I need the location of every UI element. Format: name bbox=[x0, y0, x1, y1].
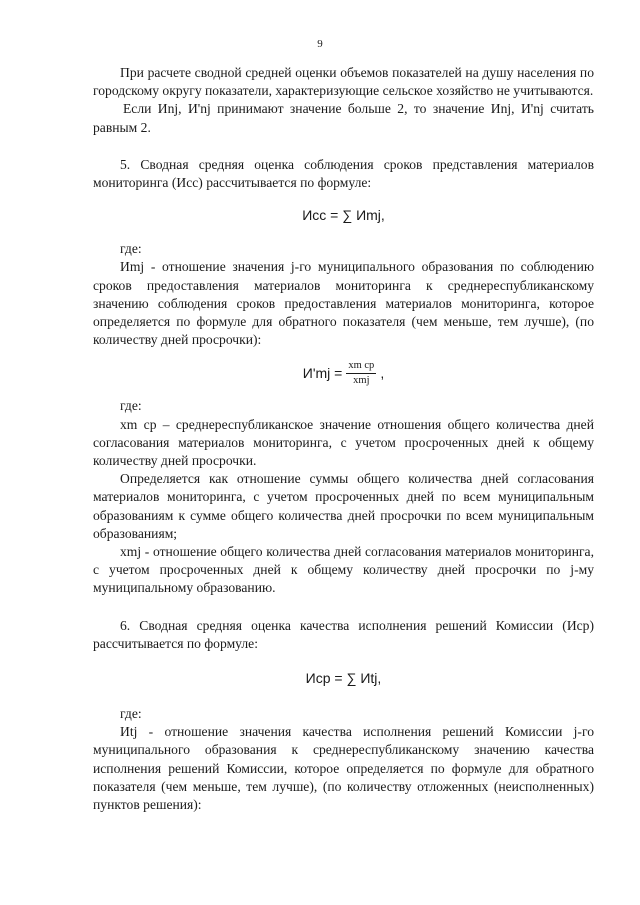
label-where: где: bbox=[120, 706, 142, 722]
paragraph-xm-cp: xm cp – среднереспубликанское значение отношения общего количества дней согласования материалов мониторинга, с учетом просроченных дней к общему количеству дней просрочки. bbox=[93, 416, 594, 469]
paragraph-xmj: xmj - отношение общего количества дней согласования материалов мониторинга, с учетом просроченных дней к общему количеству дней просрочки по j-му муниципальному образованию. bbox=[93, 544, 594, 596]
paragraph-determined-as: Определяется как отношение суммы общего количества дней согласования материалов мониторинга, с учетом просроченных дней по всем муниципальным образованиям к сумме общего количества дней просрочки по всем муниципальным образованиям; bbox=[93, 471, 594, 541]
fraction bbox=[346, 360, 376, 387]
label-where: где: bbox=[120, 398, 142, 414]
paragraph-itj-definition: Иtj - отношение значения качества исполнения решений Комиссии j-го муниципального образования к среднереспубликанскому значению качества исполнения решений Комиссии, которое определяется по формуле для обратного показателя (чем меньше, тем лучше), (по количеству отложенных (неисполненных) пунктов решения): bbox=[93, 724, 594, 813]
formula-tail: , bbox=[380, 365, 385, 382]
fraction-numerator: xm cp bbox=[346, 360, 376, 374]
paragraph-cap-rule: Если Иnj, И'nj принимают значение больше 2, то значение Иnj, И'nj считать равным 2. bbox=[93, 101, 594, 135]
label-where: где: bbox=[120, 241, 142, 257]
paragraph-section-6: 6. Сводная средняя оценка качества исполнения решений Комиссии (Иср) рассчитывается по формуле: bbox=[93, 617, 594, 651]
fraction-denominator: xmj bbox=[353, 374, 370, 386]
paragraph-section-5: 5. Сводная средняя оценка соблюдения сроков представления материалов мониторинга (Исс) рассчитывается по формуле: bbox=[93, 156, 594, 191]
formula-iss: Исс = ∑ Иmj, bbox=[302, 207, 385, 224]
document-body bbox=[93, 64, 594, 814]
paragraph-per-capita-note: При расчете сводной средней оценки объемов показателей на душу населения по городскому округу показатели, характеризующие сельское хозяйство не учитываются. bbox=[93, 65, 594, 99]
formula-lhs: И'mj = bbox=[302, 365, 343, 382]
page-number: 9 bbox=[317, 38, 323, 50]
formula-i-prime-mj bbox=[303, 360, 384, 387]
paragraph-imj-definition: Иmj - отношение значения j-го муниципального образования по соблюдению сроков предоставления материалов мониторинга к среднереспубликанскому значению соблюдения сроков предоставления материалов мониторинга, которое определяется по формуле для обратного показателя (чем меньше, тем лучше), (по количеству дней просрочки): bbox=[93, 259, 594, 348]
formula-isr: Иср = ∑ Иtj, bbox=[305, 670, 382, 687]
